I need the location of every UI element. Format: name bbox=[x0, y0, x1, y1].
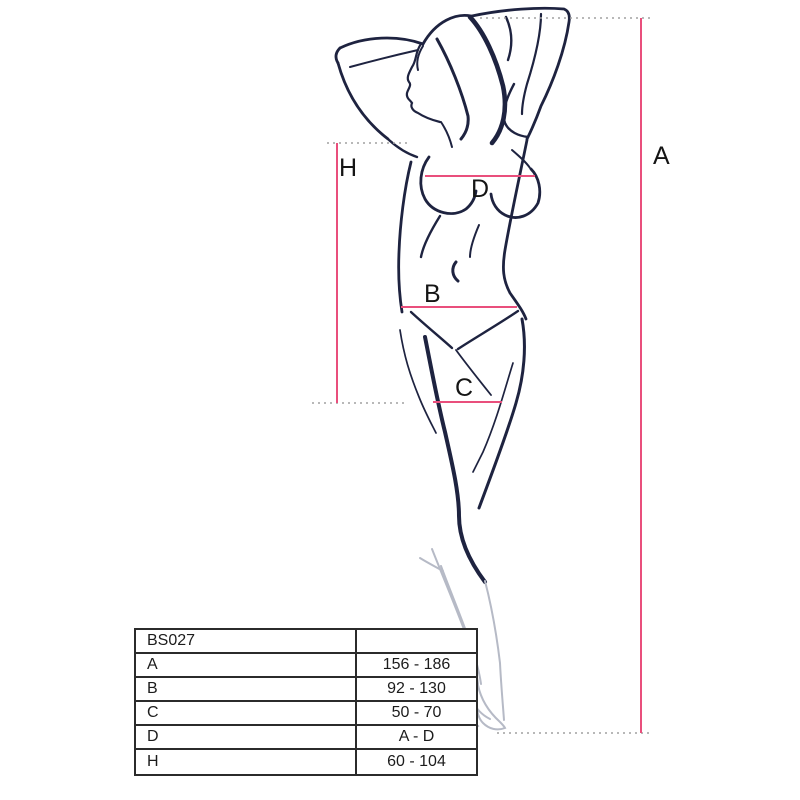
header-value-cell bbox=[357, 630, 476, 652]
size-table-row-c bbox=[136, 702, 476, 726]
face-profile bbox=[407, 44, 440, 122]
left-breast bbox=[421, 157, 476, 214]
size-table bbox=[134, 628, 478, 776]
size-row-value: 92 - 130 bbox=[387, 680, 446, 697]
measure-label-b: B bbox=[424, 280, 441, 308]
size-table-row-d bbox=[136, 726, 476, 750]
size-row-value: 156 - 186 bbox=[382, 656, 451, 673]
front-foot bbox=[477, 685, 505, 729]
size-table-row-b bbox=[136, 678, 476, 702]
size-table-header-row bbox=[136, 630, 476, 654]
measure-label-c: C bbox=[455, 374, 474, 402]
size-row-value: 50 - 70 bbox=[391, 704, 442, 721]
size-table-row-a bbox=[136, 654, 476, 678]
size-row-label: B bbox=[136, 678, 357, 700]
front-thigh-right bbox=[479, 319, 524, 508]
right-arm-inner bbox=[522, 14, 541, 114]
right-arm-outer bbox=[472, 8, 569, 139]
measure-label-h: H bbox=[339, 154, 358, 182]
left-elbow bbox=[336, 48, 340, 63]
figure-dark-strokes bbox=[336, 8, 569, 582]
product-code: BS027 bbox=[136, 630, 357, 652]
dotted-extension-lines bbox=[312, 18, 653, 733]
size-row-label: A bbox=[136, 654, 357, 676]
size-row-value: 60 - 104 bbox=[387, 753, 446, 770]
measure-label-a: A bbox=[653, 142, 670, 170]
size-row-label: C bbox=[136, 702, 357, 724]
torso-right-silhouette bbox=[503, 140, 527, 319]
measurement-lines bbox=[337, 18, 641, 733]
hair-strand-top bbox=[506, 17, 511, 60]
hair-main-sweep bbox=[470, 17, 505, 143]
size-row-value: A - D bbox=[398, 728, 435, 745]
ab-line-left bbox=[421, 216, 440, 257]
size-table-row-h bbox=[136, 750, 476, 774]
size-row-label: D bbox=[136, 726, 357, 748]
knee-detail bbox=[420, 558, 443, 571]
bikini-right bbox=[458, 311, 518, 349]
navel bbox=[453, 262, 458, 281]
left-arm-lower bbox=[338, 63, 388, 139]
left-arm-upper bbox=[340, 38, 423, 48]
measure-label-d: D bbox=[471, 175, 490, 203]
size-row-label: H bbox=[136, 750, 357, 774]
head-crown bbox=[423, 15, 471, 44]
neck-line bbox=[441, 122, 452, 147]
left-forearm-inner bbox=[350, 50, 418, 67]
torso-left-silhouette bbox=[399, 162, 411, 312]
ab-line-center bbox=[470, 225, 479, 257]
front-shin bbox=[485, 581, 504, 720]
bikini-left bbox=[411, 312, 452, 348]
back-thigh-outer bbox=[400, 330, 436, 433]
